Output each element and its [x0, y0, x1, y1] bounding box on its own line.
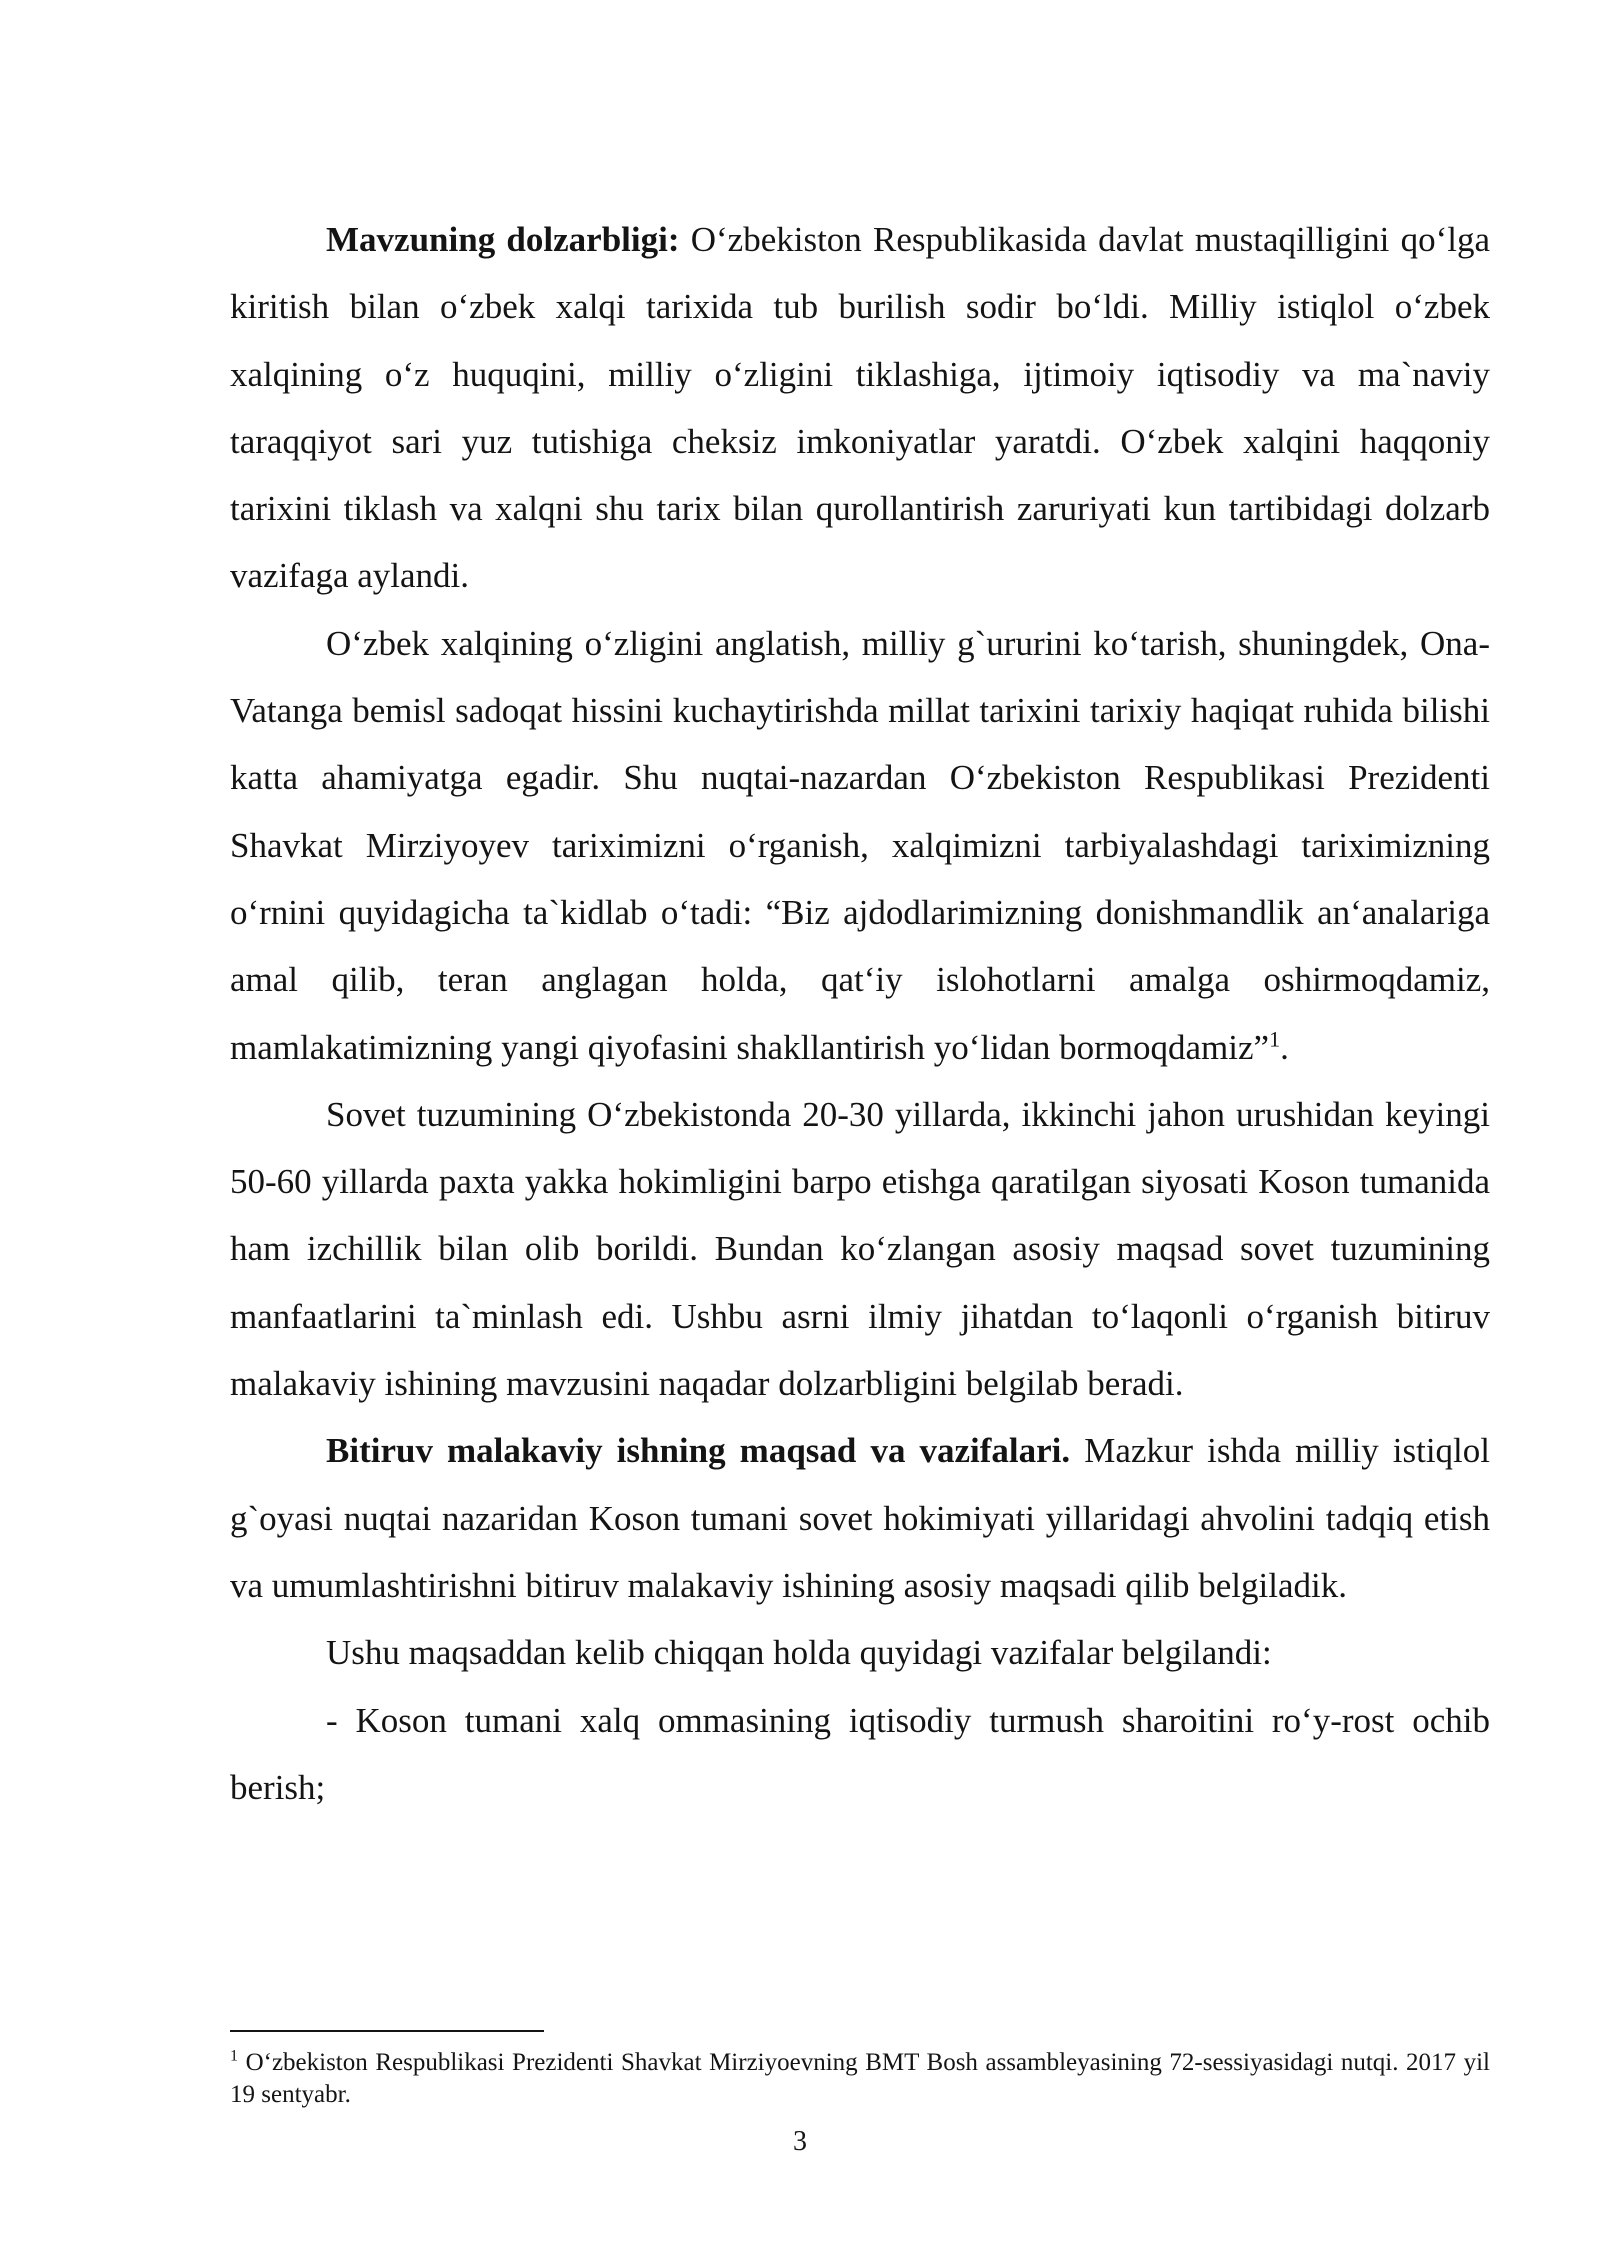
- paragraph-task-item: [230, 1687, 1490, 1822]
- paragraph-text: Ushu maqsaddan kelib chiqqan holda quyidagi vazifalar belgilandi:: [326, 1633, 1272, 1673]
- paragraph-text: Mazkur ishda milliy istiqlol g`oyasi nuqtai nazaridan Koson tumani sovet hokimiyati yillaridagi ahvolini tadqiq etish va umumlashtirishni bitiruv malakaviy ishining asosiy maqsadi qilib belgiladik.: [230, 1431, 1490, 1605]
- paragraph-text: O‘zbekiston Respublikasida davlat mustaqilligini qo‘lga kiritish bilan o‘zbek xalqi tarixida tub burilish sodir bo‘ldi. Milliy istiqlol o‘zbek xalqining o‘z huquqini, milliy o‘zligini tiklashiga, ijtimoiy iqtisodiy va ma`naviy taraqqiyot sari yuz tutishiga cheksiz imkoniyatlar yaratdi. O‘zbek xalqini haqqoniy tarixini tiklash va xalqni shu tarix bilan qurollantirish zaruriyati kun tartibidagi dolzarb vazifaga aylandi.: [230, 220, 1490, 596]
- heading-relevance: Mavzuning dolzarbligi:: [326, 220, 680, 259]
- footnote-text: O‘zbekiston Respublikasi Prezidenti Shavkat Mirziyoevning BMT Bosh assambleyasining 72-sessiyasidagi nutqi. 2017 yil 19 sentyabr.: [230, 2049, 1490, 2108]
- heading-goals: Bitiruv malakaviy ishning maqsad va vazifalari.: [326, 1431, 1071, 1471]
- paragraph-text: - Koson tumani xalq ommasining iqtisodiy turmush sharoitini ro‘y-rost ochib berish;: [230, 1700, 1490, 1807]
- main-text: [230, 206, 1490, 1821]
- footnote-reference[interactable]: 1: [1269, 1025, 1281, 1051]
- paragraph-identity: [230, 610, 1490, 1081]
- footnote-mark: 1: [230, 2047, 238, 2065]
- paragraph-text: O‘zbek xalqining o‘zligini anglatish, milliy g`ururini ko‘tarish, shuningdek, Ona-Vatanga bemisl sadoqat hissini kuchaytirishda millat tarixini tarixiy haqiqat ruhida bilishi katta ahamiyatga egadir. Shu nuqtai-nazardan O‘zbekiston Respublikasi Prezidenti Shavkat Mirziyoyev tariximizni o‘rganish, xalqimizni tarbiyalashdagi tariximizning o‘rnini quyidagicha ta`kidlab o‘tadi: “Biz ajdodlarimizning donishmandlik an‘analariga amal qilib, teran anglagan holda, qat‘iy islohotlarni amalga oshirmoqdamiz, mamlakatimizning yangi qiyofasini shakllantirish yo‘lidan bormoqdamiz”: [230, 623, 1490, 1067]
- paragraph-relevance: [230, 206, 1490, 610]
- footnote-separator: [230, 2030, 544, 2032]
- page-number: 3: [793, 2126, 807, 2157]
- paragraph-text: Sovet tuzumining O‘zbekistonda 20-30 yillarda, ikkinchi jahon urushidan keyingi 50-60 yillarda paxta yakka hokimligini barpo etishga qaratilgan siyosati Koson tumanida ham izchillik bilan olib borildi. Bundan ko‘zlangan asosiy maqsad sovet tuzumining manfaatlarini ta`minlash edi. Ushbu asrni ilmiy jihatdan to‘laqonli o‘rganish bitiruv malakaviy ishining mavzusini naqadar dolzarbligini belgilab beradi.: [230, 1094, 1490, 1404]
- paragraph-tasks-intro: [230, 1619, 1490, 1686]
- footnote: [230, 2047, 1490, 2111]
- paragraph-tail: .: [1280, 1027, 1289, 1067]
- paragraph-goals: [230, 1417, 1490, 1619]
- paragraph-soviet-policy: [230, 1081, 1490, 1417]
